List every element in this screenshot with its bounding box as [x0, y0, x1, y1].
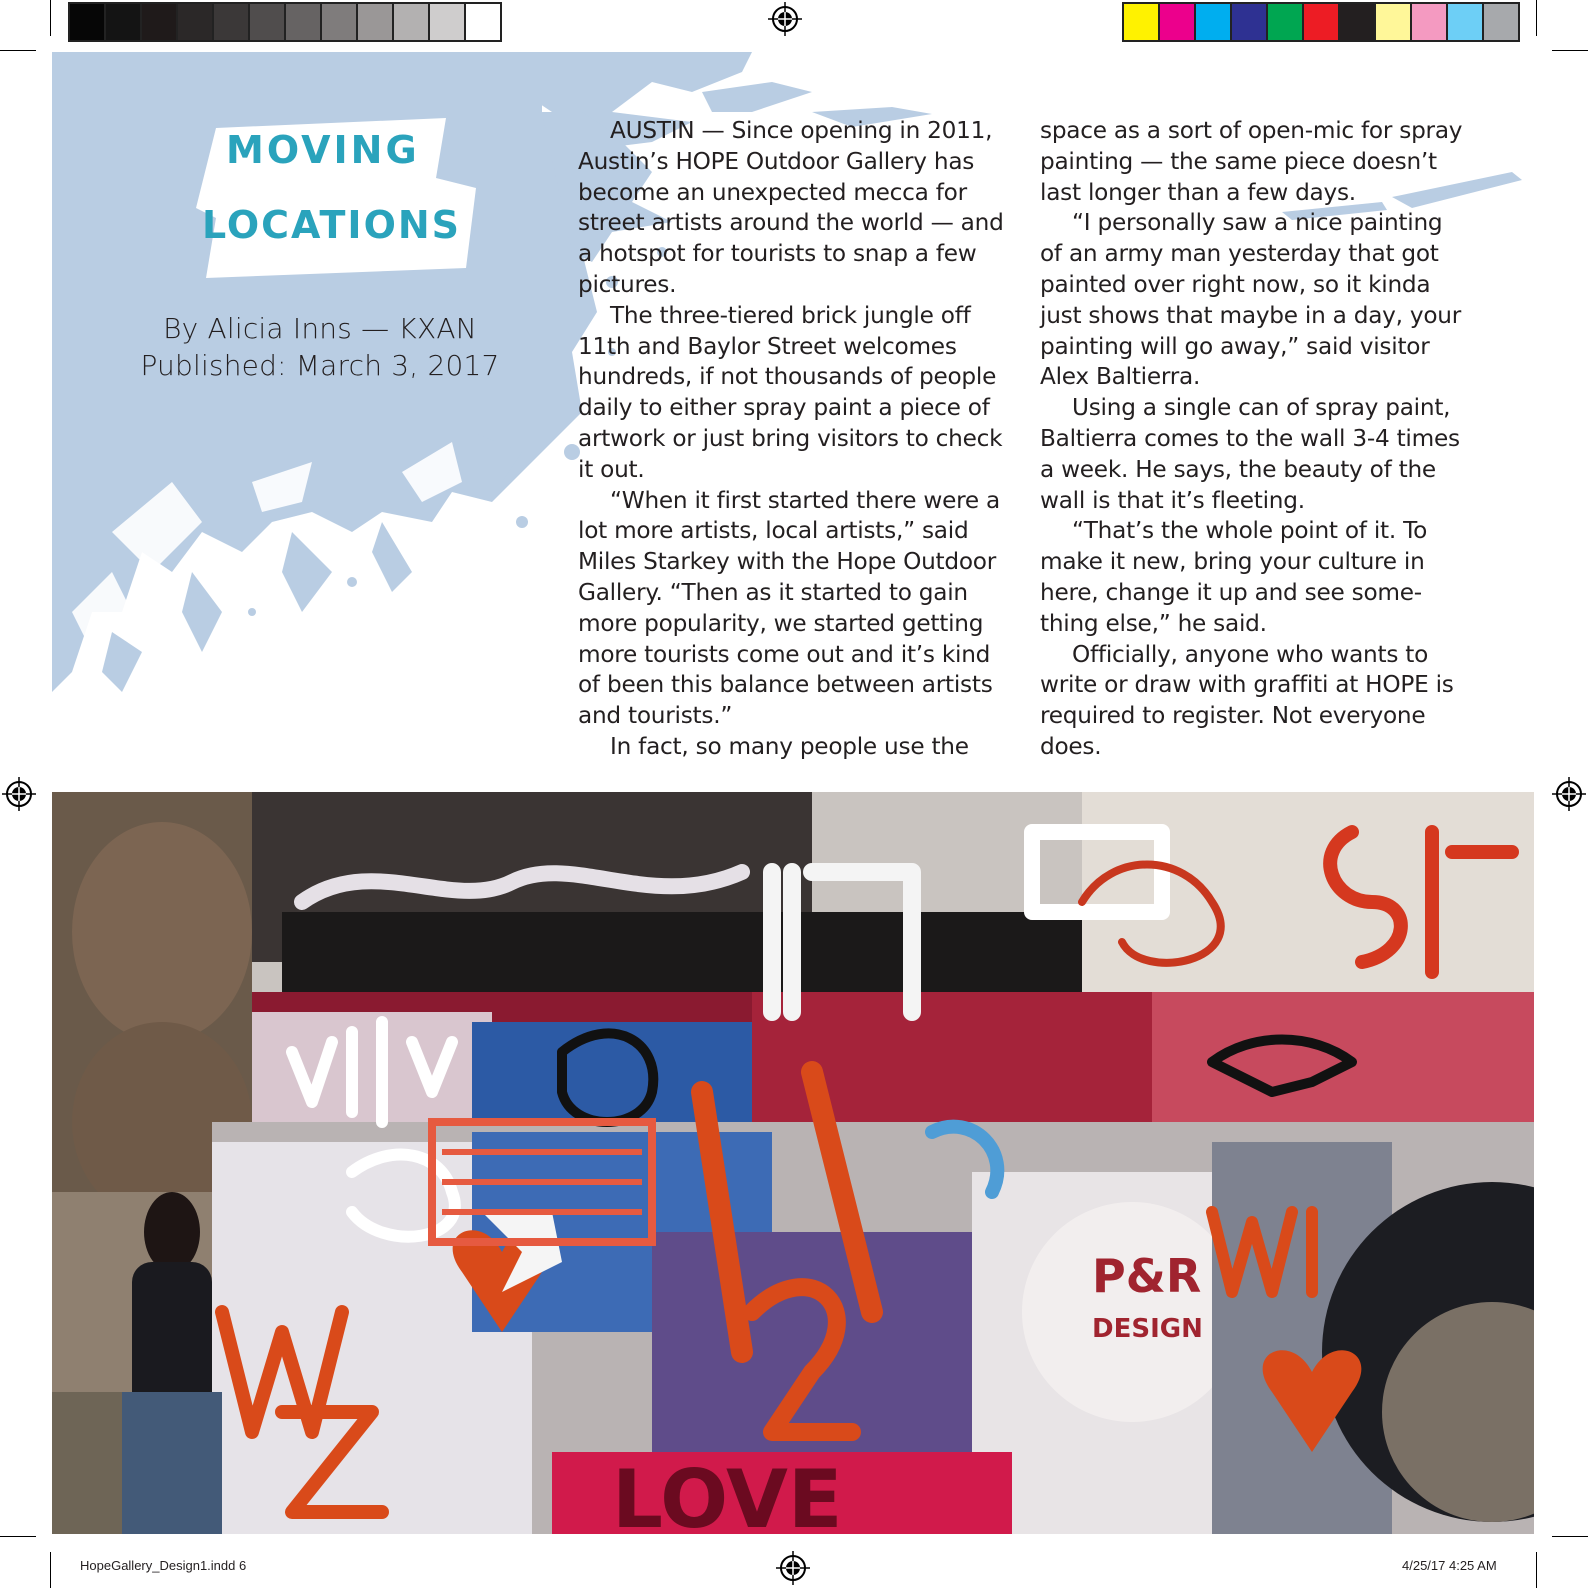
- grayscale-swatch: [430, 4, 466, 40]
- process-color-bar: [1122, 2, 1520, 42]
- color-swatch: [1340, 4, 1376, 40]
- crop-mark: [50, 0, 51, 36]
- article-paragraph: “That’s the whole point of it. To make it new, bring your culture in here, change it up and see some-thing else,” he said.: [1040, 517, 1428, 637]
- crop-mark: [1536, 0, 1537, 36]
- crop-mark: [0, 50, 36, 51]
- grayscale-swatch: [250, 4, 286, 40]
- byline-published-date: Published: March 3, 2017: [140, 349, 500, 382]
- footer-file-slug: HopeGallery_Design1.indd 6: [80, 1558, 247, 1573]
- color-swatch: [1448, 4, 1484, 40]
- registration-mark-left: [2, 777, 36, 811]
- article-paragraph: “When it first started there were a lot more artists, local artists,” said Miles Starkey with the Hope Outdoor Gallery. “Then as it started to gain more popularity, we started getting more tourists come out and it’s kind of been this balance between artists and tourists.”: [578, 486, 1000, 730]
- grayscale-swatch: [286, 4, 322, 40]
- article-paragraph: “I personally saw a nice painting of an army man yesterday that got painted over right now, so it kinda just shows that maybe in a day, your painting will go away,” said visitor Alex Baltierra.: [1040, 209, 1462, 391]
- grayscale-swatch: [466, 4, 500, 40]
- registration-mark-right: [1552, 777, 1586, 811]
- crop-mark: [1552, 50, 1588, 51]
- graffiti-wall-image: [52, 792, 1534, 1534]
- grayscale-color-bar: [68, 2, 502, 42]
- headline-line-1: MOVING: [226, 128, 420, 172]
- registration-mark-top: [768, 2, 802, 36]
- photo-graffiti-text: P&R: [1092, 1249, 1202, 1303]
- photo-graffiti-text: DESIGN: [1092, 1314, 1203, 1344]
- crop-mark: [50, 1552, 51, 1588]
- color-swatch: [1412, 4, 1448, 40]
- color-swatch: [1268, 4, 1304, 40]
- color-swatch: [1196, 4, 1232, 40]
- footer-date-slug: 4/25/17 4:25 AM: [1402, 1558, 1497, 1573]
- grayscale-swatch: [178, 4, 214, 40]
- article-paragraph-continuation: space as a sort of open-mic for spray painting — the same piece doesn’t last longer than a few days.: [1040, 117, 1463, 206]
- crop-mark: [1536, 1552, 1537, 1588]
- registration-mark-bottom: [776, 1551, 810, 1585]
- article-paragraph: Using a single can of spray paint, Baltierra comes to the wall 3-4 times a week. He says, the beauty of the wall is that it’s fleeting.: [1040, 394, 1460, 514]
- article-paragraph: Officially, anyone who wants to write or draw with graffiti at HOPE is required to register. Not everyone does.: [1040, 640, 1454, 760]
- grayscale-swatch: [394, 4, 430, 40]
- color-swatch: [1124, 4, 1160, 40]
- headline-line-2: LOCATIONS: [202, 203, 462, 247]
- graffiti-wall-photo: [52, 792, 1534, 1534]
- grayscale-swatch: [142, 4, 178, 40]
- color-swatch: [1232, 4, 1268, 40]
- color-swatch: [1160, 4, 1196, 40]
- grayscale-swatch: [106, 4, 142, 40]
- article-column-right: [1040, 116, 1470, 763]
- article-paragraph: AUSTIN — Since opening in 2011, Austin’s HOPE Outdoor Gallery has become an unexpected mecca for street artists around the world — and a hotspot for tourists to snap a few pictures.: [578, 117, 1004, 298]
- byline: [100, 310, 540, 384]
- color-swatch: [1304, 4, 1340, 40]
- crop-mark: [0, 1536, 36, 1537]
- article-paragraph: The three-tiered brick jungle off 11th and Baylor Street welcomes hundreds, if not thousands of people daily to either spray paint a piece of artwork or just bring visitors to check it out.: [578, 301, 1003, 483]
- grayscale-swatch: [358, 4, 394, 40]
- headline-title: [186, 108, 486, 288]
- article-column-left: [578, 116, 1008, 763]
- grayscale-swatch: [322, 4, 358, 40]
- grayscale-swatch: [214, 4, 250, 40]
- byline-author: By Alicia Inns — KXAN: [163, 312, 477, 345]
- grayscale-swatch: [70, 4, 106, 40]
- crop-mark: [1552, 1536, 1588, 1537]
- photo-graffiti-text: LOVE: [612, 1453, 843, 1534]
- article-paragraph: In fact, so many people use the: [610, 732, 969, 760]
- color-swatch: [1484, 4, 1518, 40]
- color-swatch: [1376, 4, 1412, 40]
